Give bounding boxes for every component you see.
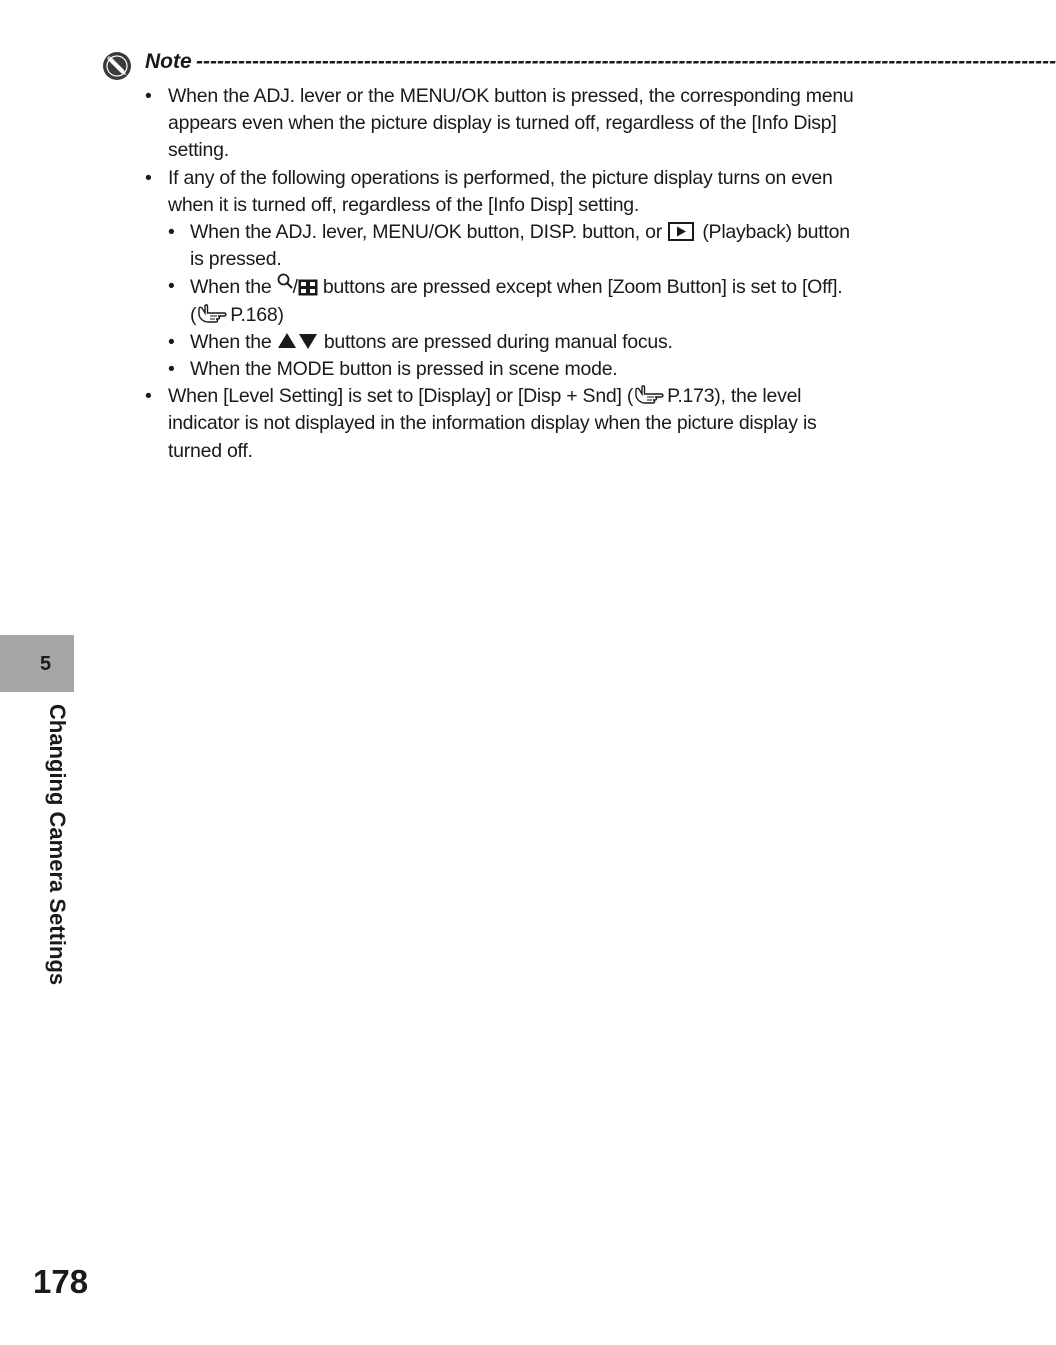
sub-item-text: buttons are pressed during manual focus. <box>323 330 673 353</box>
list-item <box>145 165 857 219</box>
chapter-title: Changing Camera Settings <box>45 704 70 986</box>
note-title: Note <box>145 50 192 73</box>
bullet: • <box>145 166 152 189</box>
ref-paren: ( <box>190 303 197 326</box>
list-item-text: When [Level Setting] is set to [Display] or [Disp + Snd] ( <box>168 385 634 408</box>
page-reference-text[interactable]: P.173) <box>667 385 721 408</box>
bullet: • <box>145 385 152 408</box>
reference-hand-icon <box>196 304 230 324</box>
sub-item-text: When the <box>190 330 272 353</box>
note-content <box>145 83 857 465</box>
page-reference-text[interactable]: P.168) <box>230 303 284 326</box>
bullet: • <box>168 330 175 353</box>
sub-list-item <box>168 273 857 328</box>
chapter-number: 5 <box>40 653 52 675</box>
slash: / <box>292 276 298 299</box>
sub-item-text: When the MODE button is pressed in scene mode. <box>190 358 618 381</box>
zoom-magnify-icon <box>277 273 293 293</box>
sub-item-text: When the ADJ. lever, MENU/OK button, DISP. button, or <box>190 221 662 244</box>
note-header <box>102 47 1056 83</box>
thumbnail-grid-icon <box>298 279 318 296</box>
list-item-text: , the level indicator is not displayed in the information display when the picture display is turned off. <box>168 385 817 462</box>
list-item-text: If any of the following operations is performed, the picture display turns on even when it is turned off, regardless of the [Info Disp] setting. <box>168 166 833 216</box>
note-pencil-icon <box>102 51 132 81</box>
page-number: 178 <box>33 1263 89 1300</box>
chapter-tab <box>0 635 74 692</box>
sub-item-text: When the <box>190 276 272 299</box>
list-item <box>145 383 857 465</box>
bullet: • <box>168 221 175 244</box>
sub-list-item <box>168 329 857 356</box>
sub-item-text: buttons are pressed except when [Zoom Button] is set to [Off]. <box>322 276 843 299</box>
bullet: • <box>145 85 152 107</box>
sub-item-text: (Playback) button is pressed. <box>190 221 850 271</box>
list-item-text: When the ADJ. lever or the MENU/OK button is pressed, the corresponding menu appears even when the picture display is turned off, regardless of the [Info Disp] setting. <box>168 85 854 162</box>
sub-list-item <box>168 219 857 273</box>
bullet: • <box>168 358 175 381</box>
list-item <box>145 83 857 165</box>
page-reference <box>190 304 284 326</box>
note-divider: --------------------------------------------------------------------------------------------------------------------------- <box>196 50 1056 73</box>
bullet: • <box>168 275 175 298</box>
sub-list-item <box>168 356 857 383</box>
chapter-title-vertical <box>44 704 72 1034</box>
reference-hand-icon <box>633 385 667 405</box>
playback-icon <box>668 222 694 241</box>
up-down-arrows-icon <box>277 332 319 350</box>
